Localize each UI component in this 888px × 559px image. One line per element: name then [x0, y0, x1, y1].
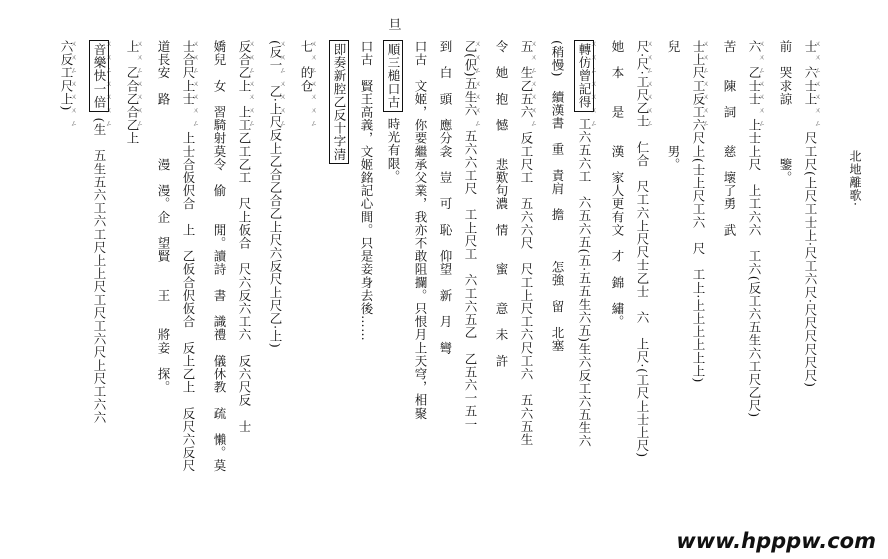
score-column: [462, 40, 484, 431]
score-column: [634, 40, 656, 458]
score-column: [721, 40, 737, 237]
section-label: 即奏新腔乙反十字清: [329, 40, 349, 164]
column-text: 士合尺上士 上士合仮伬合 上 乙仮合伬仮合 反上乙上 反尺六反尺: [181, 40, 196, 473]
column-text: (稍慢) 續漢書 重 責肩 擔 怎強 留 北塞: [550, 40, 565, 353]
score-column: [267, 40, 289, 348]
score-column: [89, 40, 115, 424]
column-text: 時光有限。: [386, 117, 401, 183]
score-column: [518, 40, 540, 446]
score-column: [437, 40, 453, 354]
score-column: [574, 40, 600, 447]
section-label: 轉仿曾記得: [574, 40, 594, 112]
watermark-url: www.hpppw.com: [676, 529, 876, 553]
score-column: [609, 40, 625, 328]
column-text: 前 哭求諒 鑒。: [778, 40, 793, 185]
column-text: 上 乙合乙合乙上: [125, 40, 140, 145]
score-column: [155, 40, 171, 394]
column-text: 五 生乙五六 反工尺工 五六六尺 尺工上尺工六尺工六 五六五生: [519, 40, 534, 447]
column-text: 反合乙上 上工乙工乙工 尺上仮合 尺六反六工六 反六尺反 士: [237, 40, 252, 433]
score-body: [58, 40, 824, 492]
score-column: [549, 40, 565, 352]
score-column: [493, 40, 509, 368]
column-text: 口古 賢王高義，文姬銘記心間。只是妾身去後……: [359, 40, 374, 342]
score-column: [58, 40, 80, 111]
column-text: 士上尺工反工六尺上(士上尺工六 尺 工上·上上上上上上): [691, 40, 706, 384]
section-label: 音樂快一倍: [89, 40, 109, 112]
score-column: [777, 40, 793, 184]
score-column: [412, 40, 428, 420]
score-column: [236, 40, 258, 433]
score-column: [746, 40, 768, 418]
column-text: 令 她 抱 憾 悲歎句濃 情 蜜 意 未 許: [494, 40, 509, 368]
score-column: [690, 40, 712, 383]
score-column: [665, 40, 681, 171]
section-label: 順三槌口古: [383, 40, 403, 112]
page-number: 旦: [388, 18, 402, 33]
column-text: (反一 乙·上尺反上乙合乙合乙上尺六反尺上尺乙·上): [268, 40, 283, 349]
column-text: 尺·尺·工尺乙士 仁合 尺工六上尺尺士乙士 六 上尺·(工尺上士上尺): [635, 40, 650, 458]
column-text: 六 乙士士 上士上尺 上工六六 工六(反工六五生六工尺乙尺): [747, 40, 762, 418]
column-text: 兒 男。: [666, 40, 681, 171]
score-column: [124, 40, 146, 145]
score-column: [298, 40, 320, 92]
column-text: 工六五六工 六五六五(五·五五生六五)生六反工六五生六: [577, 117, 592, 448]
column-text: 到 白 頭 應分衾 豈 可 恥 仰望 新 月 彎: [438, 40, 453, 355]
column-text: 道長安 路 漫 漫。企 望賢 王 將妾 探。: [156, 40, 171, 394]
score-column: [802, 40, 824, 388]
score-column: [358, 40, 374, 341]
column-text: 口古 文姬，你要繼承父業，我亦不敢阻攔。只恨月上天穹，相聚: [413, 40, 428, 420]
column-text: 嬌兒 女 習騎射莫令 偷 閒。讀詩 書 識禮 儀休教 疏 懶。莫: [212, 40, 227, 473]
score-column: [211, 40, 227, 472]
column-text: 六反工尺上): [59, 40, 74, 111]
score-column: [180, 40, 202, 472]
running-header: 北地離歌·: [848, 150, 862, 207]
column-text: 苦 陳 詞 慈 壞了勇 武: [722, 40, 737, 237]
score-column: [383, 40, 403, 183]
column-text: 她 本 是 漢 家人更有文 才 錦 繡。: [610, 40, 625, 329]
column-text: 七 的仓: [299, 40, 314, 93]
column-text: 乙(伬)五生六 五六六工尺 工上尺工 六工六五乙 乙五六一五一: [463, 40, 478, 431]
column-text: (生 五生五六工六工尺上上尺工尺工六尺上尺工六六: [92, 117, 107, 425]
column-text: 士 六士上 尺工尺(上尺工士上·尺工六尺·尺尺尺尺尺尺): [803, 40, 818, 388]
score-column: [329, 40, 349, 170]
